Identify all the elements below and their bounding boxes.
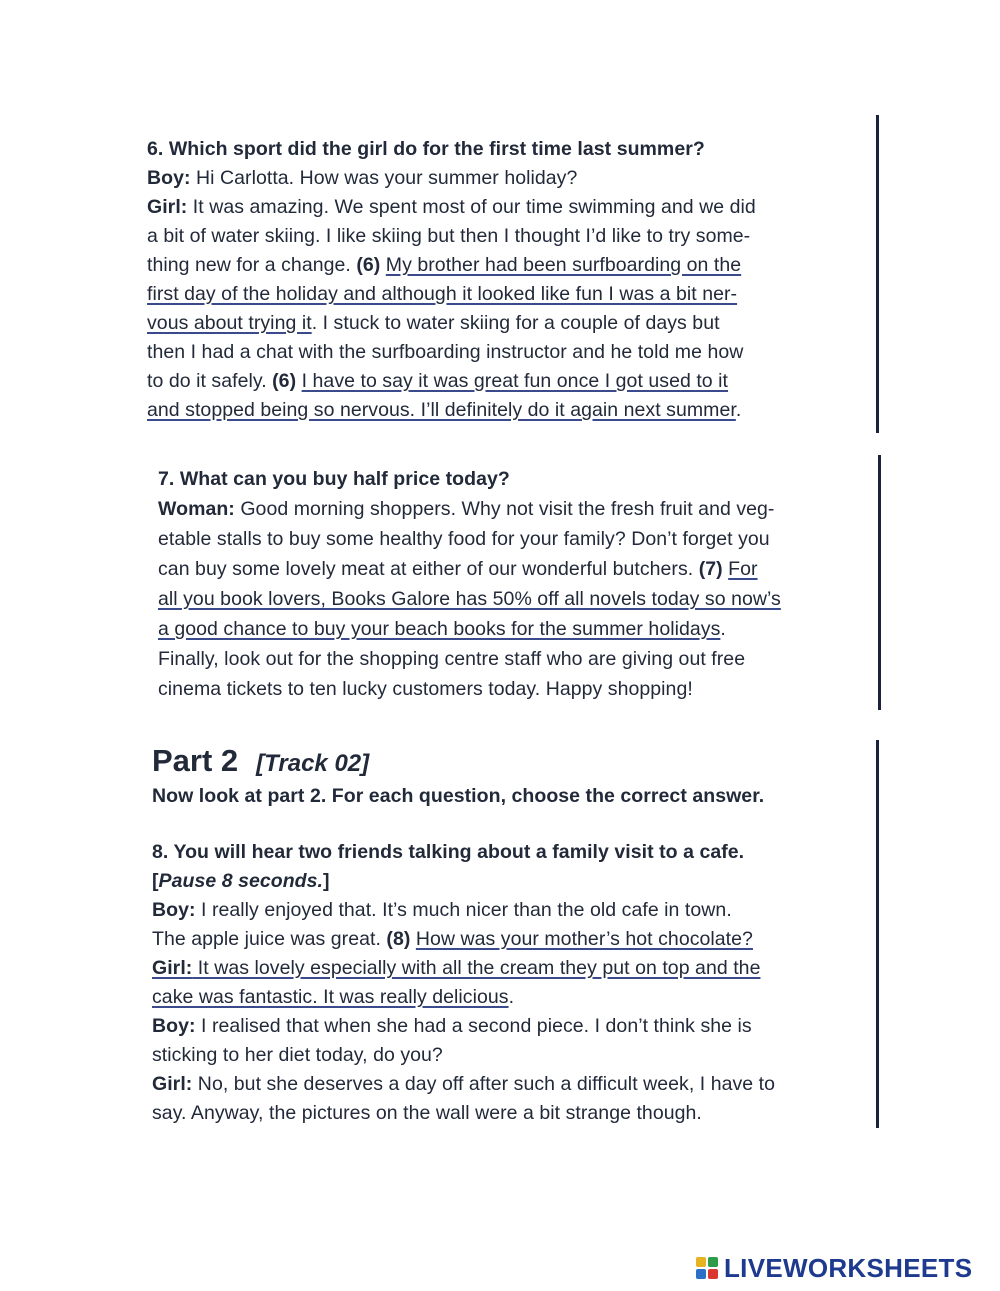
answer-marker: (6) [272, 370, 297, 392]
dialogue-line: a bit of water skiing. I like skiing but then I thought I’d like to try some- [147, 225, 751, 247]
part-title-text: Part 2 [152, 743, 239, 778]
answer-marker: (6) [356, 254, 381, 276]
dialogue-line: say. Anyway, the pictures on the wall were a bit strange though. [152, 1102, 702, 1124]
dialogue-line [152, 925, 753, 954]
speaker-label: Girl: [152, 957, 193, 979]
dialogue-line: sticking to her diet today, do you? [152, 1044, 443, 1066]
dialogue-text: thing new for a change. [147, 254, 357, 276]
dialogue-text: . I stuck to water skiing for a couple of days but [311, 312, 720, 334]
speaker-label: Boy: [152, 1015, 196, 1037]
dialogue-line [152, 896, 732, 925]
dialogue-line [152, 983, 514, 1012]
track-label: [Track 02] [256, 750, 370, 777]
pause-note [152, 867, 330, 896]
speaker-label: Boy: [147, 167, 191, 189]
dialogue-text: . [735, 399, 742, 421]
section-divider-bar [876, 115, 879, 433]
speaker-label: Woman: [158, 498, 235, 520]
dialogue-line [158, 585, 781, 614]
underlined-answer: I have to say it was great fun once I got used to it [301, 370, 729, 392]
pause-text: Pause 8 seconds. [158, 870, 324, 892]
dialogue-line: etable stalls to buy some healthy food for your family? Don’t forget you [158, 528, 770, 550]
dialogue-text: to do it safely. [147, 370, 273, 392]
dialogue-line [147, 251, 741, 280]
underlined-answer: cake was fantastic. It was really delicious [152, 986, 509, 1008]
dialogue-text: It was amazing. We spent most of our time swimming and we did [187, 196, 756, 218]
speaker-label: Girl: [147, 196, 188, 218]
underlined-answer: My brother had been surfboarding on the [385, 254, 742, 276]
part-title [152, 743, 369, 779]
question-heading: 8. You will hear two friends talking about a family visit to a cafe. [152, 841, 745, 863]
dialogue-line [158, 555, 758, 584]
liveworksheets-logo[interactable] [696, 1253, 972, 1283]
liveworksheets-logo-icon [696, 1257, 718, 1279]
question-heading: 7. What can you buy half price today? [158, 468, 510, 490]
dialogue-text: No, but she deserves a day off after such a difficult week, I have to [192, 1073, 776, 1095]
dialogue-text: I realised that when she had a second piece. I don’t think she is [195, 1015, 752, 1037]
dialogue-line: Finally, look out for the shopping centre staff who are giving out free [158, 648, 746, 670]
dialogue-text: I really enjoyed that. It’s much nicer than the old cafe in town. [195, 899, 732, 921]
dialogue-text: The apple juice was great. [152, 928, 387, 950]
pause-bracket: [ [152, 870, 159, 892]
dialogue-line [147, 193, 756, 222]
part-instruction: Now look at part 2. For each question, choose the correct answer. [152, 785, 765, 807]
dialogue-text: Good morning shoppers. Why not visit the fresh fruit and veg- [234, 498, 775, 520]
pause-bracket: ] [323, 870, 330, 892]
dialogue-line [158, 495, 774, 524]
dialogue-line [147, 367, 728, 396]
dialogue-line: then I had a chat with the surfboarding instructor and he told me how [147, 341, 744, 363]
underlined-answer: It was lovely especially with all the cream they put on top and the [192, 957, 761, 979]
dialogue-text: Hi Carlotta. How was your summer holiday? [190, 167, 578, 189]
dialogue-line [152, 954, 760, 983]
underlined-answer: How was your mother’s hot chocolate? [415, 928, 753, 950]
section-divider-bar [876, 740, 879, 1128]
dialogue-text: . [508, 986, 515, 1008]
underlined-answer: all you book lovers, Books Galore has 50% off all novels today so now’s [158, 588, 781, 610]
dialogue-line [147, 396, 741, 425]
dialogue-line [147, 280, 737, 309]
underlined-answer: vous about trying it [147, 312, 312, 334]
speaker-label: Girl: [152, 1073, 193, 1095]
dialogue-line [147, 164, 577, 193]
dialogue-line [152, 1012, 752, 1041]
dialogue-line [158, 615, 726, 644]
underlined-answer: a good chance to buy your beach books for the summer holidays [158, 618, 721, 640]
dialogue-line: cinema tickets to ten lucky customers today. Happy shopping! [158, 678, 693, 700]
dialogue-text: can buy some lovely meat at either of our wonderful butchers. [158, 558, 699, 580]
underlined-answer: and stopped being so nervous. I’ll definitely do it again next summer [147, 399, 736, 421]
underlined-answer: For [728, 558, 758, 580]
speaker-label: Boy: [152, 899, 196, 921]
dialogue-line [147, 309, 720, 338]
dialogue-text: . [720, 618, 726, 640]
answer-marker: (8) [386, 928, 411, 950]
underlined-answer: first day of the holiday and although it looked like fun I was a bit ner- [147, 283, 738, 305]
question-heading: 6. Which sport did the girl do for the first time last summer? [147, 138, 705, 160]
answer-marker: (7) [698, 558, 723, 580]
section-divider-bar [878, 455, 881, 710]
dialogue-line [152, 1070, 775, 1099]
logo-text: LIVEWORKSHEETS [724, 1252, 973, 1283]
